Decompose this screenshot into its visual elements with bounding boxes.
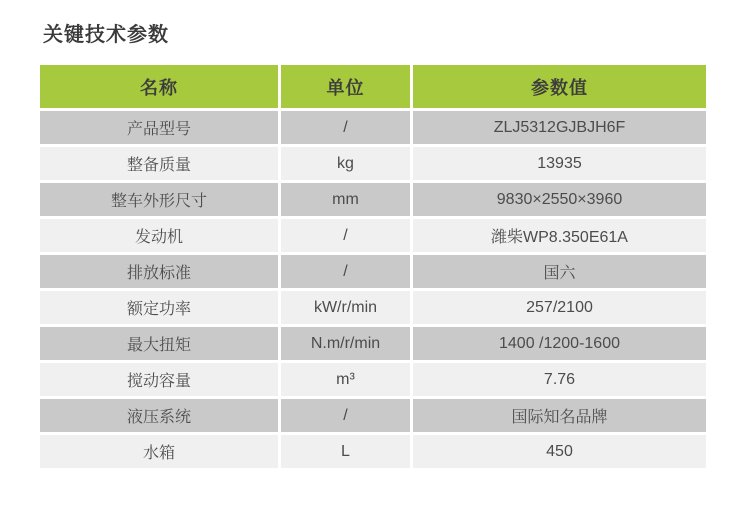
row-1-name-cell: 产品型号: [40, 111, 278, 144]
row-4-unit-cell: /: [281, 219, 410, 252]
row-9-value-cell: 国际知名品牌: [413, 399, 706, 432]
row-6-name-cell: 额定功率: [40, 291, 278, 324]
row-10-unit-cell: L: [281, 435, 410, 468]
row-5-value-cell: 国六: [413, 255, 706, 288]
header-cell-unit: 单位: [281, 65, 410, 108]
row-10-name-cell: 水箱: [40, 435, 278, 468]
row-6-unit-cell: kW/r/min: [281, 291, 410, 324]
row-2-name-cell: 整备质量: [40, 147, 278, 180]
row-5-unit-cell: /: [281, 255, 410, 288]
row-7-name-cell: 最大扭矩: [40, 327, 278, 360]
row-8-unit-cell: m³: [281, 363, 410, 396]
row-2-unit-cell: kg: [281, 147, 410, 180]
header-cell-name: 名称: [40, 65, 278, 108]
row-4-name-cell: 发动机: [40, 219, 278, 252]
row-9-name-cell: 液压系统: [40, 399, 278, 432]
header-cell-value: 参数值: [413, 65, 706, 108]
row-1-unit-cell: /: [281, 111, 410, 144]
spec-table: [40, 65, 706, 468]
page-title: 关键技术参数: [43, 24, 169, 46]
row-6-value-cell: 257/2100: [413, 291, 706, 324]
row-4-value-cell: 潍柴WP8.350E61A: [413, 219, 706, 252]
row-10-value-cell: 450: [413, 435, 706, 468]
row-9-unit-cell: /: [281, 399, 410, 432]
row-7-value-cell: 1400 /1200-1600: [413, 327, 706, 360]
row-3-value-cell: 9830×2550×3960: [413, 183, 706, 216]
row-1-value-cell: ZLJ5312GJBJH6F: [413, 111, 706, 144]
row-7-unit-cell: N.m/r/min: [281, 327, 410, 360]
row-8-value-cell: 7.76: [413, 363, 706, 396]
row-2-value-cell: 13935: [413, 147, 706, 180]
row-3-unit-cell: mm: [281, 183, 410, 216]
row-8-name-cell: 搅动容量: [40, 363, 278, 396]
row-5-name-cell: 排放标准: [40, 255, 278, 288]
row-3-name-cell: 整车外形尺寸: [40, 183, 278, 216]
